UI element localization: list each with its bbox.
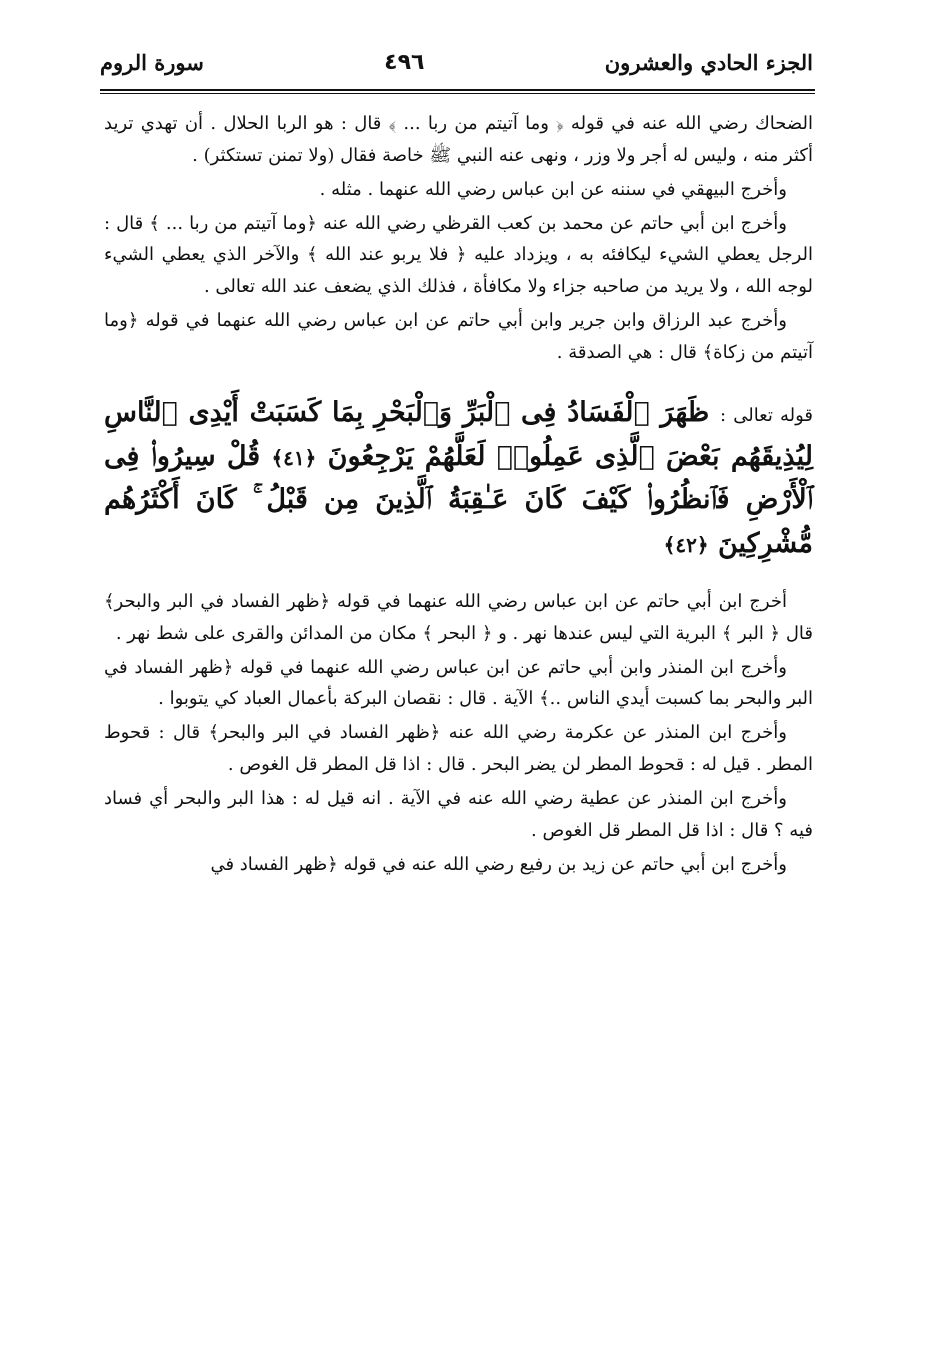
verse-number-mark: ﴿٤٢﴾ (663, 533, 709, 558)
verse-text-42: قُلْ سِيرُوا۟ فِى ٱلْأَرْضِ فَٱنظُرُوا۟ كَيْفَ كَانَ عَـٰقِبَةُ ٱلَّذِينَ مِن قَبْلُ ۚ كَانَ أَكْثَرُهُم مُّشْرِكِينَ (104, 440, 813, 560)
paragraph: وأخرج ابن المنذر وابن أبي حاتم عن ابن عباس رضي الله عنهما في قوله ﴿ظهر الفساد في البر والبحر بما كسبت أيدي الناس ..﴾ الآية . قال : نقصان البركة بأعمال العباد كي يتوبوا . (104, 656, 813, 710)
page-number: ٤٩٦ (384, 49, 425, 75)
paragraph: وأخرج ابن أبي حاتم عن محمد بن كعب القرظي رضي الله عنه ﴿وما آتيتم من ربا ... ﴾ قال : الرجل يعطي الشيء ليكافئه به ، ويزداد عليه ﴿ فلا يربو عند الله ﴾ والآخر الذي يعطي الشيء لوجه الله ، ولا يريد من صاحبه جزاء ولا مكافأة ، فذلك الذي يضعف عند الله تعالى . (104, 212, 813, 298)
paragraph: وأخرج ابن المنذر عن عكرمة رضي الله عنه ﴿ظهر الفساد في البر والبحر﴾ قال : قحوط المطر . قيل له : قحوط المطر لن يضر البحر . قال : اذا قل المطر قل الغوص . (104, 722, 813, 776)
verse-number-mark: ﴿٤١﴾ (271, 445, 317, 470)
paragraph: وأخرج ابن المنذر عن عطية رضي الله عنه في الآية . انه قيل له : هذا البر والبحر أي فساد فيه ؟ قال : اذا قل المطر قل الغوص . (104, 787, 813, 841)
surah-title: سورة الروم (100, 49, 204, 75)
juz-title: الجزء الحادي والعشرون (604, 49, 813, 75)
verse-intro: قوله تعالى : (720, 404, 813, 426)
verse-text-41: ظَهَرَ ٱلْفَسَادُ فِى ٱلْبَرِّ وَٱلْبَحْرِ بِمَا كَسَبَتْ أَيْدِى ٱلنَّاسِ لِيُذِيقَهُم بَعْضَ ٱلَّذِى عَمِلُوا۟ لَعَلَّهُمْ يَرْجِعُونَ (104, 396, 813, 472)
quran-verse-block (104, 391, 813, 566)
paragraph: الضحاك رضي الله عنه في قوله ﴿ وما آتيتم من ربا ... ﴾ قال : هو الربا الحلال . أن تهدي تريد أكثر منه ، وليس له أجر ولا وزر ، ونهى عنه النبي ﷺ خاصة فقال (ولا تمنن تستكثر) . (104, 113, 813, 166)
paragraph: وأخرج البيهقي في سننه عن ابن عباس رضي الله عنهما . مثله . (319, 178, 787, 200)
header-rule (100, 89, 815, 94)
paragraph: أخرج ابن أبي حاتم عن ابن عباس رضي الله عنهما في قوله ﴿ظهر الفساد في البر والبحر﴾ قال ﴿ البر ﴾ البرية التي ليس عندها نهر . و ﴿ البحر ﴾ مكان من المدائن والقرى على شط نهر . (104, 590, 813, 644)
page-body (104, 108, 813, 883)
paragraph: وأخرج ابن أبي حاتم عن زيد بن رفيع رضي الله عنه في قوله ﴿ظهر الفساد في (210, 853, 787, 875)
page-header (100, 40, 813, 84)
paragraph: وأخرج عبد الرزاق وابن جرير وابن أبي حاتم عن ابن عباس رضي الله عنهما في قوله ﴿وما آتيتم من زكاة﴾ قال : هي الصدقة . (104, 310, 813, 364)
